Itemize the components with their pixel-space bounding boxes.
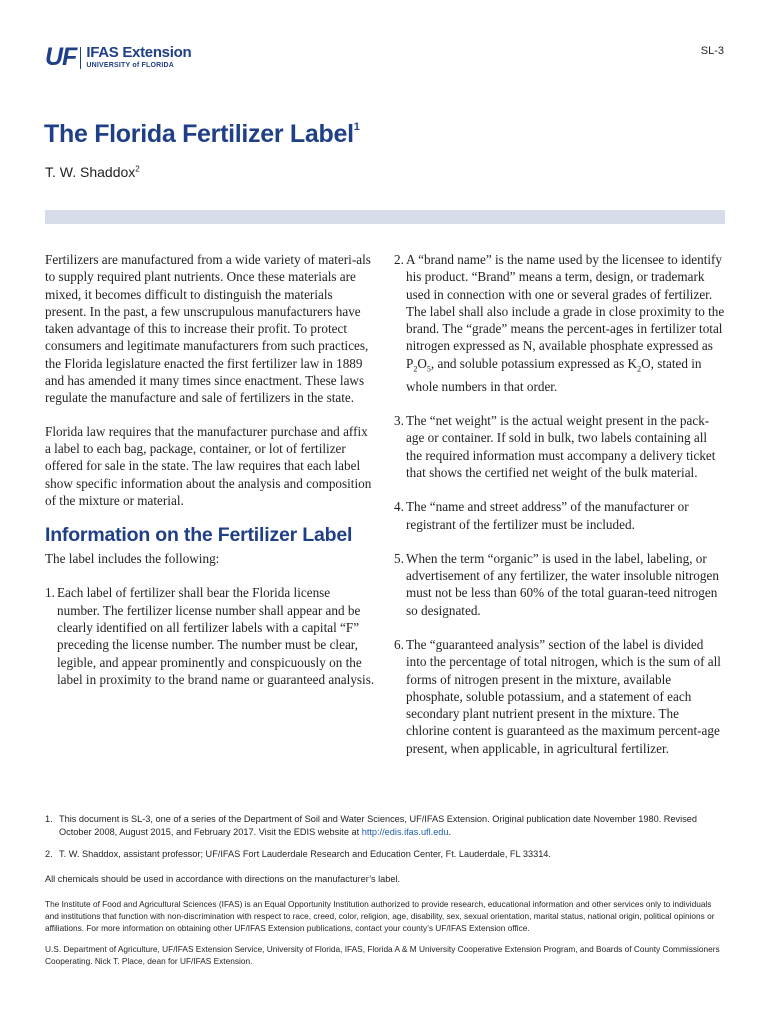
list-item-6 xyxy=(394,636,725,757)
footnote-number: 1. xyxy=(45,814,53,824)
list-text-part: A “brand name” is the name used by the licensee to identify his product. “Brand” means a term, design, or trademark used in connection with one or several grades of fertilizer. The label shall also include a grade in close proximity to the brand. The “grade” means the percent-ages in fertilizer total nitrogen expressed as N, available phosphate expressed as P xyxy=(406,252,725,371)
edis-link[interactable]: http://edis.ifas.ufl.edu xyxy=(361,827,449,837)
list-number: 6. xyxy=(394,636,404,652)
list-text-part: O xyxy=(417,355,427,371)
footnote-text-part: . xyxy=(448,827,452,837)
section-intro: The label includes the following: xyxy=(45,551,220,567)
footnote-number: 2. xyxy=(45,849,53,859)
footnote-text-part: This document is SL-3, one of a series of the Department of Soil and Water Sciences, UF/IFAS Extension. Original publication date November 1980. Revised October 2008, August 2015, and February 2017. Visit the EDIS website at xyxy=(59,814,698,837)
author-line xyxy=(45,164,140,180)
section-heading: Information on the Fertilizer Label xyxy=(45,524,353,547)
list-item-5 xyxy=(394,550,725,619)
subscript: 2 xyxy=(413,364,418,374)
list-item-4 xyxy=(394,498,725,533)
list-text: The “net weight” is the actual weight present in the pack-age or container. If sold in bulk, two labels containing all the required information must accompany a delivery ticket that shows the certified net weight of the bulk material. xyxy=(406,413,716,480)
uf-ifas-logo xyxy=(45,44,191,70)
footnote-text xyxy=(59,813,725,839)
right-column xyxy=(394,251,725,774)
list-text: The “name and street address” of the manufacturer or registrant of the fertilizer must be included. xyxy=(406,499,689,532)
list-item-1 xyxy=(45,584,375,688)
subscript: 5 xyxy=(426,364,431,374)
footnote-2 xyxy=(45,848,725,861)
list-text: When the term “organic” is used in the label, labeling, or advertisement of any fertilizer, the water insoluble nitrogen must not be less than 60% of the total guaran-teed nitrogen so designated. xyxy=(406,550,719,618)
author-name: T. W. Shaddox xyxy=(45,164,136,180)
list-number: 5. xyxy=(394,550,404,566)
intro-paragraph: Fertilizers are manufactured from a wide variety of materi-als to supply required plant nutrients. Once these materials are mixed, it becomes difficult to distinguish the materials present. In the past, a few unscrupulous manufacturers have taken advantage of this to increase their profit. To protect consumers and legitimate manufacturers from such practices, the Florida legislature enacted the first fertilizer law in 1889 and has amended it many times since enactment. These laws regulate the manufacture and sale of fertilizers in the state. xyxy=(45,252,371,406)
logo-wordmark xyxy=(86,44,191,70)
list-text: Each label of fertilizer shall bear the Florida license number. The fertilizer license number shall appear and be clearly identified on all fertilizer labels with a capital “F” preceding the license number. The number must be clear, legible, and appear prominently and conspicuously on the label in proximity to the brand name or guaranteed analysis. xyxy=(57,585,375,687)
list-text xyxy=(406,251,725,395)
list-number: 1. xyxy=(45,585,55,601)
list-number: 2. xyxy=(394,252,404,267)
footnotes xyxy=(45,813,725,976)
title-text: The Florida Fertilizer Label xyxy=(44,120,354,148)
title-footnote-marker: 1 xyxy=(353,121,360,133)
subscript: 2 xyxy=(637,364,642,374)
usda-statement: U.S. Department of Agriculture, UF/IFAS Extension Service, University of Florida, IFAS, Florida A & M University Cooperative Extension Program, and Boards of County Commissioners Cooperating. Nick T. Place, dean for UF/IFAS Extension. xyxy=(45,944,720,966)
logo-divider xyxy=(80,47,81,69)
logo-ifas-text: IFAS Extension xyxy=(86,44,192,61)
list-item-2 xyxy=(394,251,725,395)
list-item-3 xyxy=(394,412,725,481)
title-divider-bar xyxy=(45,210,725,224)
footnote-1 xyxy=(45,813,725,839)
list-text-part: O, stated in whole numbers in that order. xyxy=(406,355,702,394)
left-column xyxy=(45,251,375,705)
footnote-text: T. W. Shaddox, assistant professor; UF/IFAS Fort Lauderdale Research and Education Center, Ft. Lauderdale, FL 33314. xyxy=(59,849,551,859)
law-paragraph: Florida law requires that the manufacturer purchase and affix a label to each bag, package, container, or lot of fertilizer offered for sale in the state. The law requires that each label show specific information about the analysis and composition of the mixture or material. xyxy=(45,423,372,508)
page-title xyxy=(44,120,360,149)
list-number: 4. xyxy=(394,499,404,515)
document-code: SL-3 xyxy=(700,45,724,57)
list-number: 3. xyxy=(394,413,404,429)
chemicals-notice: All chemicals should be used in accordance with directions on the manufacturer’s label. xyxy=(45,874,401,884)
list-text-part: , and soluble potassium expressed as K xyxy=(430,355,638,371)
logo-university-text: UNIVERSITY of FLORIDA xyxy=(86,62,175,69)
equal-opportunity-statement: The Institute of Food and Agricultural Sciences (IFAS) is an Equal Opportunity Institution authorized to provide research, educational information and other services only to individuals and institutions that function with non-discrimination with respect to race, creed, color, religion, age, disability, sex, sexual orientation, marital status, national origin, political opinions or affiliations. For more information on obtaining other UF/IFAS Extension publications, contact your county’s UF/IFAS Extension office. xyxy=(45,899,715,933)
logo-uf-mark: UF xyxy=(45,43,77,71)
list-text: The “guaranteed analysis” section of the label is divided into the percentage of total nitrogen, which is the sum of all forms of nitrogen present in the mixture, available phosphate, soluble potassium, and a statement of each secondary plant nutrient present in the mixture. The chlorine content is guaranteed as the maximum percent-age present, when applicable, in agricultural fertilizer. xyxy=(406,636,721,756)
author-footnote-marker: 2 xyxy=(135,164,140,174)
